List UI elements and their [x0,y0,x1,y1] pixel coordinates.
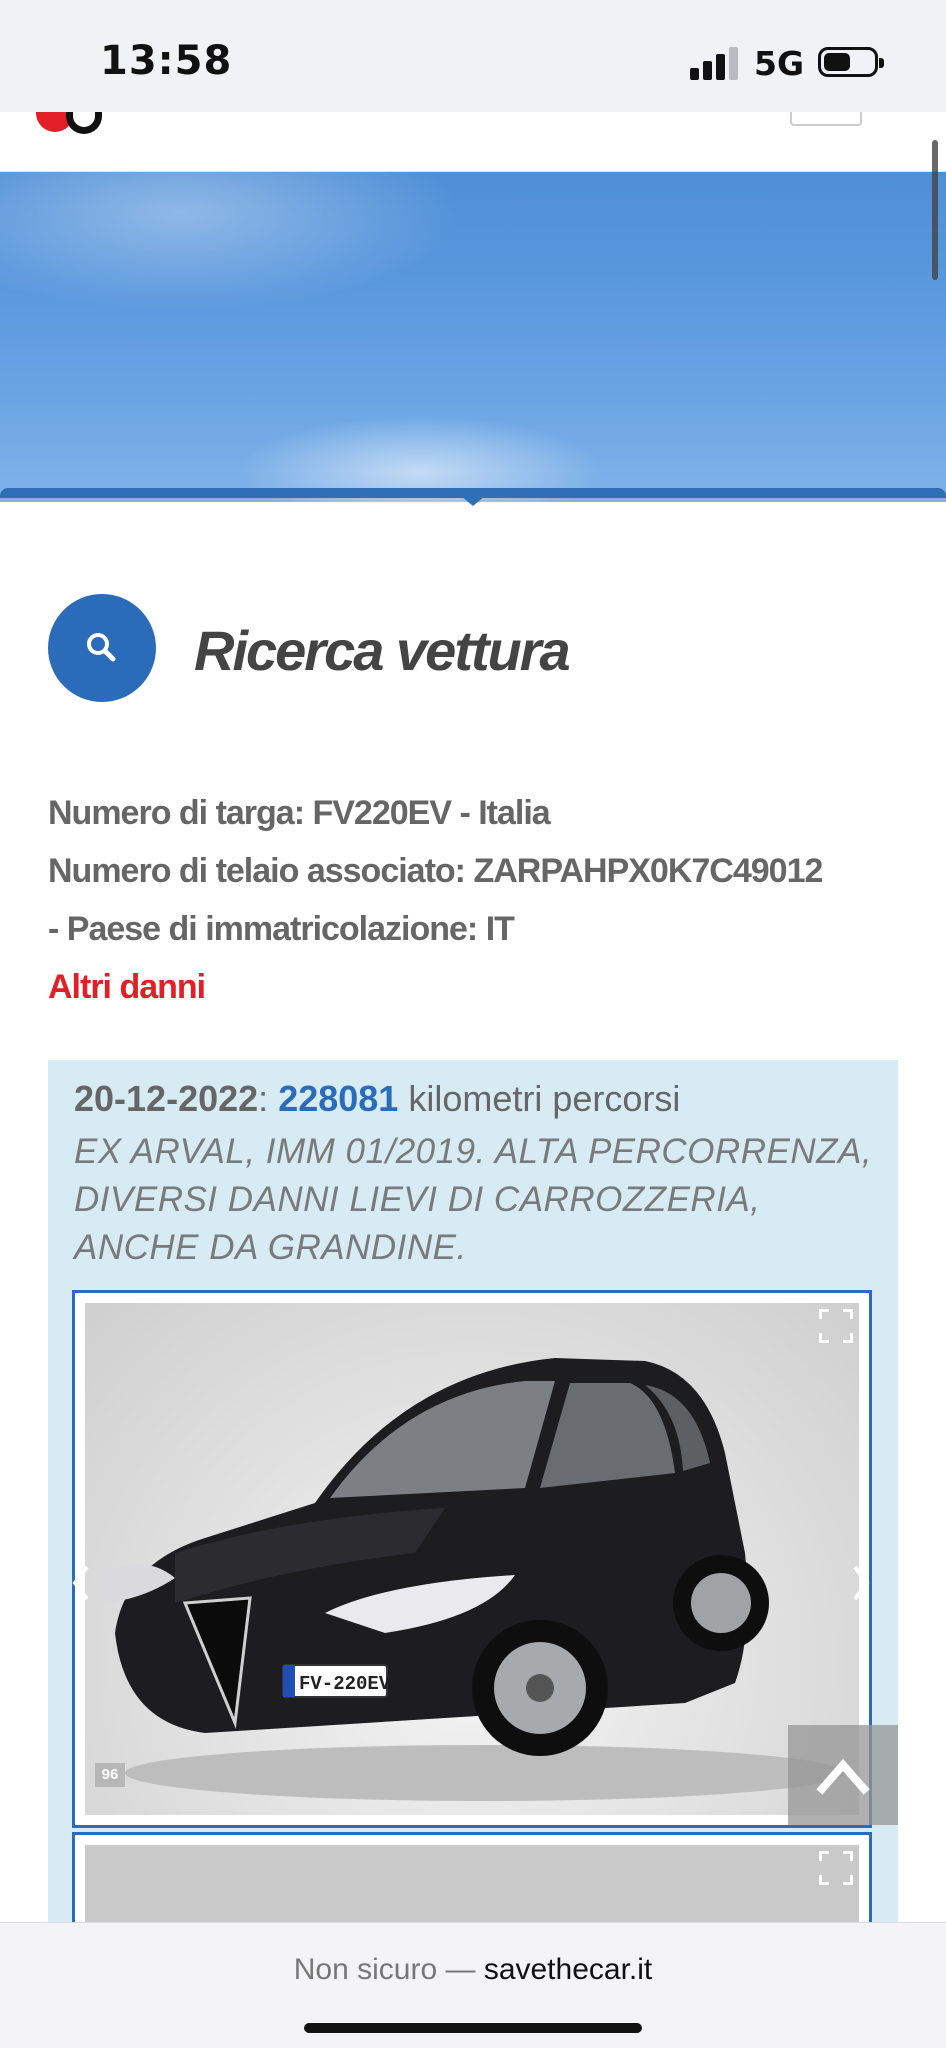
chevron-right-icon[interactable] [851,1563,871,1603]
plate-number: Numero di targa: FV220EV - Italia [48,794,550,832]
registration-country: - Paese di immatricolazione: IT [48,910,514,948]
browser-address-bar[interactable] [0,1922,946,2048]
car-illustration [85,1303,859,1815]
home-indicator[interactable] [304,2023,642,2033]
network-type: 5G [754,44,805,83]
expand-icon[interactable] [819,1309,853,1343]
vehicle-photo[interactable] [72,1290,872,1828]
menu-button[interactable] [790,112,862,126]
cellular-signal-icon [690,46,740,80]
search-icon [48,594,156,702]
domain-text: savethecar.it [483,1953,653,1986]
photo-image [85,1303,859,1815]
record-separator: : [258,1078,269,1119]
site-header [0,112,946,172]
battery-icon [818,47,878,77]
record-header [74,1078,680,1120]
vehicle-info [48,784,928,1016]
record-date: 20-12-2022 [74,1078,259,1119]
damage-type: Altri danni [48,968,206,1006]
photo-plate: FV-220EV [299,1673,391,1695]
photo-counter: 96 [95,1763,125,1787]
site-logo[interactable] [36,112,120,134]
security-indicator: Non sicuro — [293,1953,476,1986]
hero-banner [0,172,946,502]
vin-number: Numero di telaio associato: ZARPAHPX0K7C49012 [48,852,823,890]
status-bar [0,0,946,112]
record-km-label: kilometri percorsi [408,1078,681,1119]
chevron-left-icon[interactable] [71,1563,91,1603]
record-note: EX ARVAL, IMM 01/2019. ALTA PERCORRENZA, DIVERSI DANNI LIEVI DI CARROZZERIA, ANCHE DA GRANDINE. [74,1132,873,1267]
url-display[interactable] [0,1953,946,1987]
clock: 13:58 [100,38,233,84]
hero-divider-notch [461,496,485,506]
page-scrollbar[interactable] [932,140,938,280]
expand-icon[interactable] [819,1851,853,1885]
record-km: 228081 [278,1078,399,1119]
page-title: Ricerca vettura [194,619,569,682]
back-to-top-button[interactable] [788,1725,898,1825]
chevron-up-icon [816,1755,870,1795]
history-record [48,1060,898,2048]
